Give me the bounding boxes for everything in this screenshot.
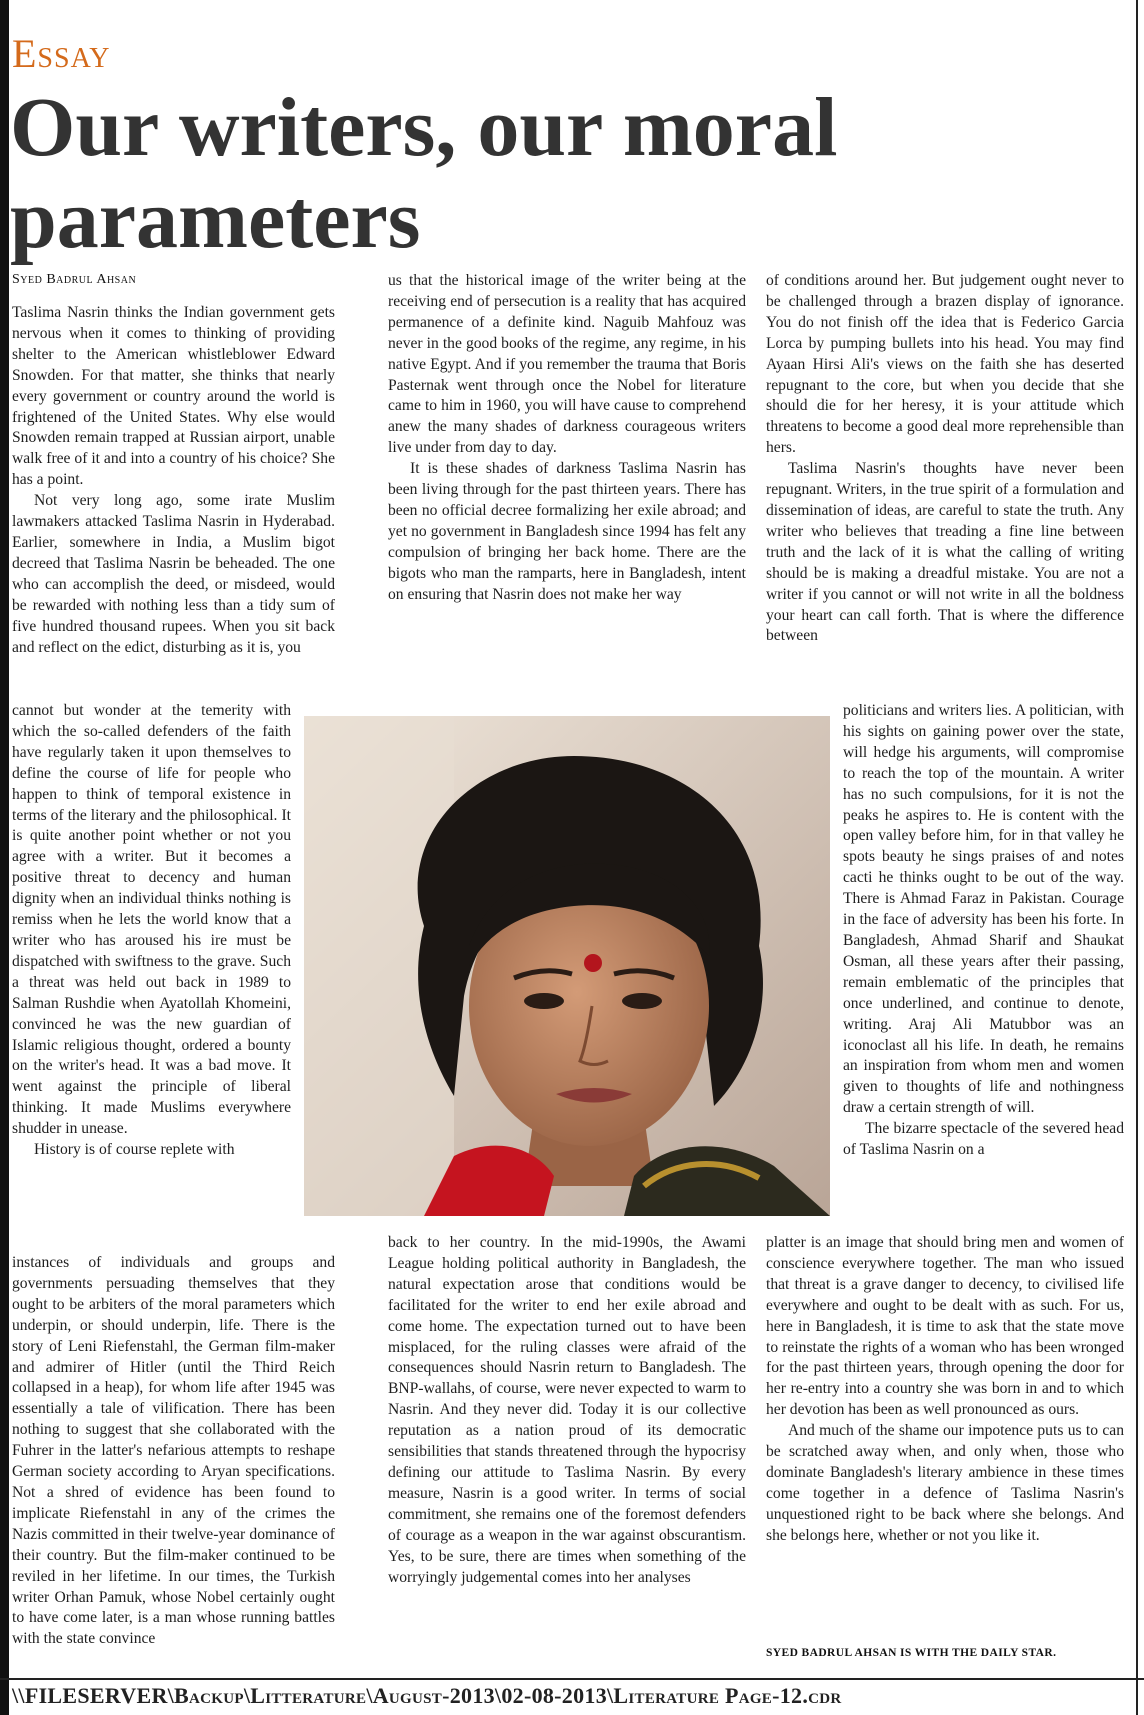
paragraph: And much of the shame our impotence puts us to can be scratched away when, and only when, those who dominate Bangladesh's literary ambience in these times come together in a defence of Taslima Nasrin's unquestioned right to be back where she belongs. And she belongs here, whether or not you like it. bbox=[766, 1422, 1124, 1544]
column-1-bottom bbox=[12, 1253, 335, 1650]
column-3-bottom bbox=[766, 1233, 1124, 1547]
portrait-illustration bbox=[304, 716, 830, 1216]
paragraph: instances of individuals and groups and governments persuading themselves that they ought to be arbiters of the moral parameters which underpin, or should underpin, life. There is the story of Leni Riefenstahl, the German film-maker and admirer of Hitler (until the Third Reich collapsed in a heap), for whom life after 1945 was essentially a tale of vilification. There has been nothing to suggest that she collaborated with the Fuhrer in the latter's nefarious attempts to reshape German society according to Aryan specifications. Not a shred of evidence has been found to implicate Riefenstahl in any of the crimes the Nazis committed in their twelve-year dominance of their country. But the film-maker continued to be reviled in her lifetime. In our times, the Turkish writer Orhan Pamuk, whose Nobel certainly ought to have come later, is a man whose running battles with the state convince bbox=[12, 1254, 335, 1648]
paragraph: cannot but wonder at the temerity with which the so-called defenders of the faith have regularly taken it upon themselves to define the course of life for people who happen to think of temporal existence in terms of the literary and the philosophical. It is quite another point whether or not you agree with a writer. But it becomes a positive threat to decency and human dignity when an individual thinks nothing is remiss when he lets the world know that a writer who has aroused his ire must be dispatched with swiftness to the grave. Such a threat was held out back in 1989 to Salman Rushdie when Ayatollah Khomeini, convinced he was the new guardian of Islamic religious thought, ordered a bounty on the writer's head. It was a bad move. It went against the principle of liberal thinking. It made Muslims everywhere shudder in unease. bbox=[12, 702, 291, 1138]
left-eye bbox=[524, 993, 564, 1009]
section-kicker: Essay bbox=[12, 31, 111, 76]
paragraph: Not very long ago, some irate Muslim lawmakers attacked Taslima Nasrin in Hyderabad. Earlier, somewhere in India, a Muslim bigot decreed that Taslima Nasrin be beheaded. The one who can accomplish the deed, or misdeed, would be rewarded with nothing less than a tidy sum of five hundred thousand rupees. When you sit back and reflect on the edict, disturbing as it is, you bbox=[12, 492, 335, 656]
paragraph: of conditions around her. But judgement ought never to be challenged through a brazen display of ignorance. You do not finish off the idea that is Federico Garcia Lorca by pumping bullets into his head. You may find Ayaan Hirsi Ali's views on the faith she has deserted repugnant to the core, but when you decide that she should die for her heresy, it is your attitude which threatens to become a good deal more reprehensible than hers. bbox=[766, 272, 1124, 457]
column-1-middle bbox=[12, 701, 291, 1161]
column-3-top bbox=[766, 271, 1124, 647]
byline: Syed Badrul Ahsan bbox=[12, 272, 137, 287]
headline: Our writers, our moral parameters bbox=[10, 81, 838, 266]
paragraph: back to her country. In the mid-1990s, the Awami League holding political authority in Bangladesh, the natural expectation arose that conditions would be facilitated for the writer to end her exile abroad and come home. The expectation turned out to have been misplaced, for the ruling classes were afraid of the consequences should Nasrin return to Bangladesh. The BNP-wallahs, of course, were never expected to warm to Nasrin. And they never did. Today it is our collective reputation as a nation proud of its democratic sensibilities that stands threatened through the hypocrisy defining our attitude to Taslima Nasrin. By every measure, Nasrin is a good writer. In terms of social commitment, she remains one of the foremost defenders of courage as a weapon in the war against obscurantism. Yes, to be sure, there are times when something of the worryingly judgemental comes into her analyses bbox=[388, 1234, 746, 1586]
right-eye bbox=[622, 993, 662, 1009]
column-2-top bbox=[388, 271, 746, 606]
author-signoff: SYED BADRUL AHSAN IS WITH THE DAILY STAR. bbox=[766, 1647, 1057, 1659]
right-margin-rule bbox=[1136, 0, 1138, 1715]
paragraph: Taslima Nasrin thinks the Indian government gets nervous when it comes to thinking of providing shelter to the American whistleblower Edward Snowden. For that matter, she thinks that nearly every government or country around the world is frightened of the United States. Why else would Snowden remain trapped at Russian airport, unable walk free of it and into a country of his choice? She has a point. bbox=[12, 304, 335, 489]
author-portrait-photo bbox=[304, 716, 830, 1216]
column-1-top bbox=[12, 303, 335, 658]
paragraph: It is these shades of darkness Taslima Nasrin has been living through for the past thirteen years. There has been no official decree formalizing her exile abroad; and yet no government in Bangladesh since 1994 has felt any compulsion of bringing her back home. There are the bigots who man the ramparts, here in Bangladesh, intent on ensuring that Nasrin does not make her way bbox=[388, 460, 746, 603]
column-2-bottom bbox=[388, 1233, 746, 1588]
paragraph: Taslima Nasrin's thoughts have never been repugnant. Writers, in the true spirit of a formulation and dissemination of ideas, are careful to state the truth. Any writer who believes that treading a fine line between truth and the lack of it is what the calling of writing should be is making a dreadful mistake. You are not a writer if you cannot or will not write in all the boldness your heart can call forth. That is where the difference between bbox=[766, 460, 1124, 645]
bindi bbox=[584, 954, 602, 972]
paragraph: History is of course replete with bbox=[34, 1141, 235, 1159]
paragraph: us that the historical image of the writer being at the receiving end of persecution is a reality that has acquired permanence of a definite kind. Naguib Mahfouz was never in the good books of the regime, any regime, in his native Egypt. And if you remember the trauma that Boris Pasternak went through once the Nobel for literature came to him in 1960, you will have cause to comprehend anew the many shades of darkness courageous writers live under from day to day. bbox=[388, 272, 746, 457]
left-margin-rule bbox=[0, 0, 9, 1715]
file-path-footer: \\FILESERVER\Backup\Litterature\August-2013\02-08-2013\Literature Page-12.cdr bbox=[12, 1683, 842, 1708]
paragraph: The bizarre spectacle of the severed head of Taslima Nasrin on a bbox=[843, 1120, 1124, 1159]
paragraph: platter is an image that should bring men and women of conscience everywhere together. The man who issued that threat is a grave danger to decency, to civilised life everywhere and ought to be dealt with as such. For us, here in Bangladesh, it is time to ask that the state move to reinstate the rights of a woman who has been wronged for the past thirteen years, through opening the door for her re-entry into a country she was born in and to which her devotion has been as well pronounced as ours. bbox=[766, 1234, 1124, 1419]
footer-rule bbox=[0, 1678, 1144, 1680]
column-3-middle bbox=[843, 701, 1124, 1161]
paragraph: politicians and writers lies. A politician, with his sights on gaining power over the state, will hedge his arguments, will compromise to reach the top of the mountain. A writer has no such compulsions, for it is not the peaks he aspires to. He is content with the open valley before him, for in that valley he spots beauty he sings praises of and notes cacti he thinks ought to be out of the way. There is Ahmad Faraz in Pakistan. Courage in the face of adversity has been his forte. In Bangladesh, Ahmad Sharif and Shaukat Osman, all these years after their passing, remain emblematic of the principles that once underlined, and continue to denote, writing. Araj Ali Matubbor was an iconoclast all his life. In death, he remains an inspiration from whom men and women given to thoughts of life and nothingness draw a certain strength of will. bbox=[843, 702, 1124, 1117]
